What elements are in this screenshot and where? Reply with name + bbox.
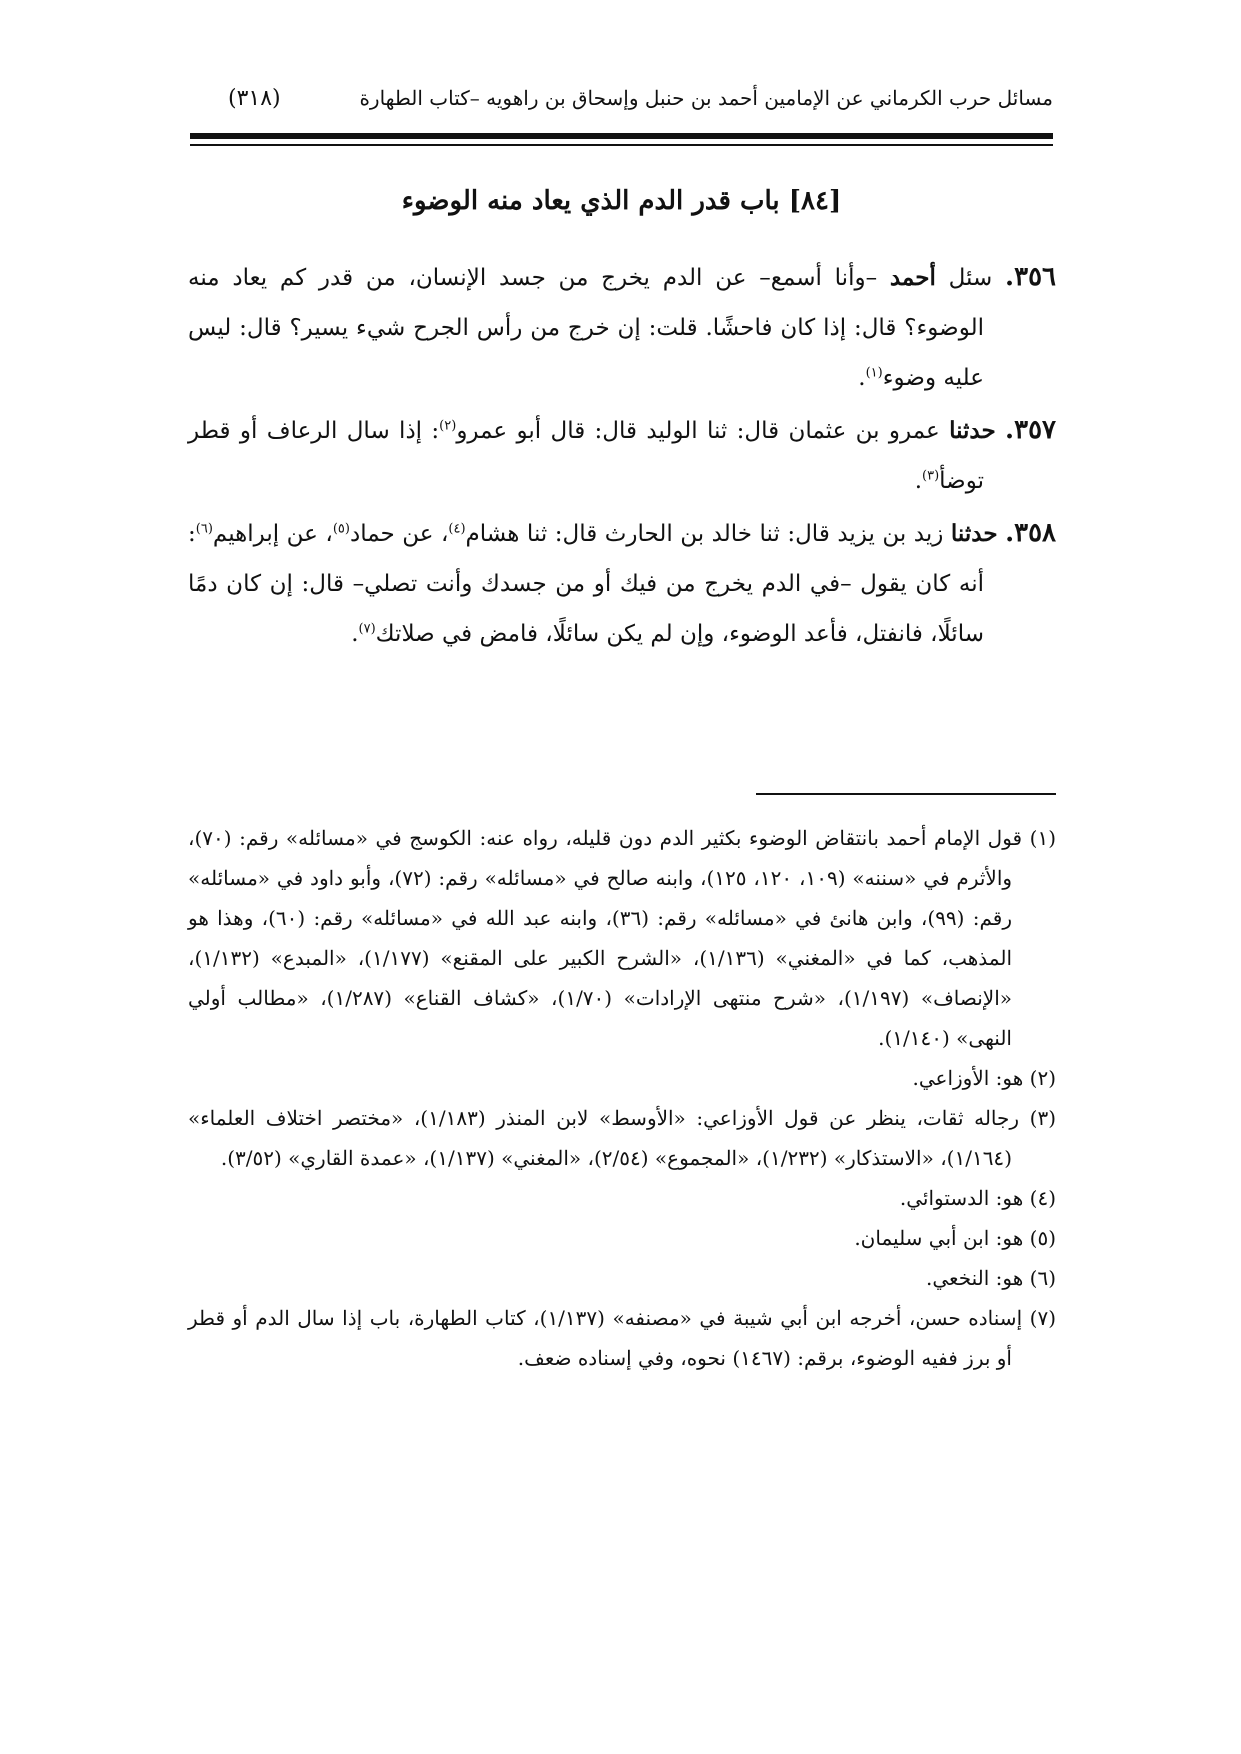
entry-text: عمرو بن عثمان قال: ثنا الوليد قال: قال أبو عمرو: [456, 418, 940, 444]
entry-end: .: [351, 621, 359, 647]
footnote: (٧) إسناده حسن، أخرجه ابن أبي شيبة في «مصنفه» (١/١٣٧)، كتاب الطهارة، باب إذا سال الدم أو قطر أو برز ففيه الوضوء، برقم: (١٤٦٧) نحوه، وفي إسناده ضعف.: [188, 1306, 1057, 1370]
footnote-ref: (٤): [448, 521, 466, 537]
running-header: [228, 86, 1053, 111]
entry-text: ، عن حماد: [349, 521, 449, 547]
footnote: (٢) هو: الأوزاعي.: [912, 1066, 1056, 1090]
footnote-ref: (٣): [922, 468, 940, 484]
footnote-ref: (٢): [439, 418, 457, 434]
entry-end: .: [858, 365, 866, 391]
footnote-ref: (٥): [332, 521, 350, 537]
entry-keyword: حدثنا: [949, 417, 996, 444]
entry-356: [188, 252, 1056, 403]
footnote: (١) قول الإمام أحمد بانتقاض الوضوء بكثير الدم دون قليله، رواه عنه: الكوسج في «مسائله» رقم: (٧٠)، والأثرم في «سننه» (١٠٩، ١٢٠، ١٢٥)، وابنه صالح في «مسائله» رقم: (٧٢)، وأبو داود في «مسائله» رقم: (٩٩)، وابن هانئ في «مسائله» رقم: (٣٦)، وابنه عبد الله في «مسائله» رقم: (٦٠)، وهذا هو المذهب، كما في «المغني» (١/١٣٦)، «الشرح الكبير على المقنع» (١/١٧٧)، «المبدع» (١/١٣٢)، «الإنصاف» (١/١٩٧)، «شرح منتهى الإرادات» (١/٧٠)، «كشاف القناع» (١/٢٨٧)، «مطالب أولي النهى» (١/١٤٠).: [188, 826, 1056, 1050]
footnote-ref: (١): [865, 365, 883, 381]
entry-text: : إذا سال الرعاف أو قطر توضأ: [188, 418, 984, 494]
entries: [188, 252, 1056, 661]
footnote: (٣) رجاله ثقات، ينظر عن قول الأوزاعي: «الأوسط» لابن المنذر (١/١٨٣)، «مختصر اختلاف العلماء» (١/١٦٤)، «الاستذكار» (١/٢٣٢)، «المجموع» (٢/٥٤)، «المغني» (١/١٣٧)، «عمدة القاري» (٣/٥٢).: [188, 1106, 1056, 1170]
entry-number: ٣٥٨.: [1005, 518, 1057, 548]
footnote: (٥) هو: ابن أبي سليمان.: [854, 1226, 1056, 1250]
entry-end: .: [914, 468, 923, 494]
entry-357: [188, 405, 1056, 506]
footnote-ref: (٧): [358, 621, 376, 637]
entry-358: [188, 508, 1056, 659]
entry-text: ، عن إبراهيم: [212, 521, 333, 547]
entry-text: –وأنا أسمع– عن الدم يخرج من جسد الإنسان، من قدر كم يعاد منه الوضوء؟ قال: إذا كان فاحشًا. قلت: إن خرج من رأس الجرح شيء يسير؟ قال: ليس عليه وضوء: [188, 265, 984, 391]
entry-keyword: حدثنا: [950, 520, 998, 547]
header-rule-thin: [190, 144, 1053, 146]
chapter-title: [٨٤] باب قدر الدم الذي يعاد منه الوضوء: [401, 186, 842, 216]
footnote: (٦) هو: النخعي.: [926, 1266, 1056, 1290]
header-rule-thick: [190, 133, 1053, 139]
footnote-ref: (٦): [195, 521, 213, 537]
entry-text: : أنه كان يقول –في الدم يخرج من فيك أو من جسدك وأنت تصلي– قال: إن كان دمًا سائلًا، فانفتل، فأعد الوضوء، وإن لم يكن سائلًا، فامض في صلاتك: [188, 521, 984, 647]
entry-number: ٣٥٦.: [1005, 262, 1057, 292]
footnote: (٤) هو: الدستوائي.: [899, 1186, 1056, 1210]
footnotes: [188, 818, 1056, 1378]
running-title: مسائل حرب الكرماني عن الإمامين أحمد بن حنبل وإسحاق بن راهويه –كتاب الطهارة: [359, 86, 1053, 110]
entry-keyword: أحمد: [889, 264, 936, 291]
entry-number: ٣٥٧.: [1005, 415, 1057, 445]
entry-text: زيد بن يزيد قال: ثنا خالد بن الحارث قال: ثنا هشام: [465, 521, 944, 547]
entry-pre: سئل: [948, 265, 993, 291]
footnote-separator: [756, 793, 1056, 795]
page-number: (٣١٨): [228, 86, 281, 111]
